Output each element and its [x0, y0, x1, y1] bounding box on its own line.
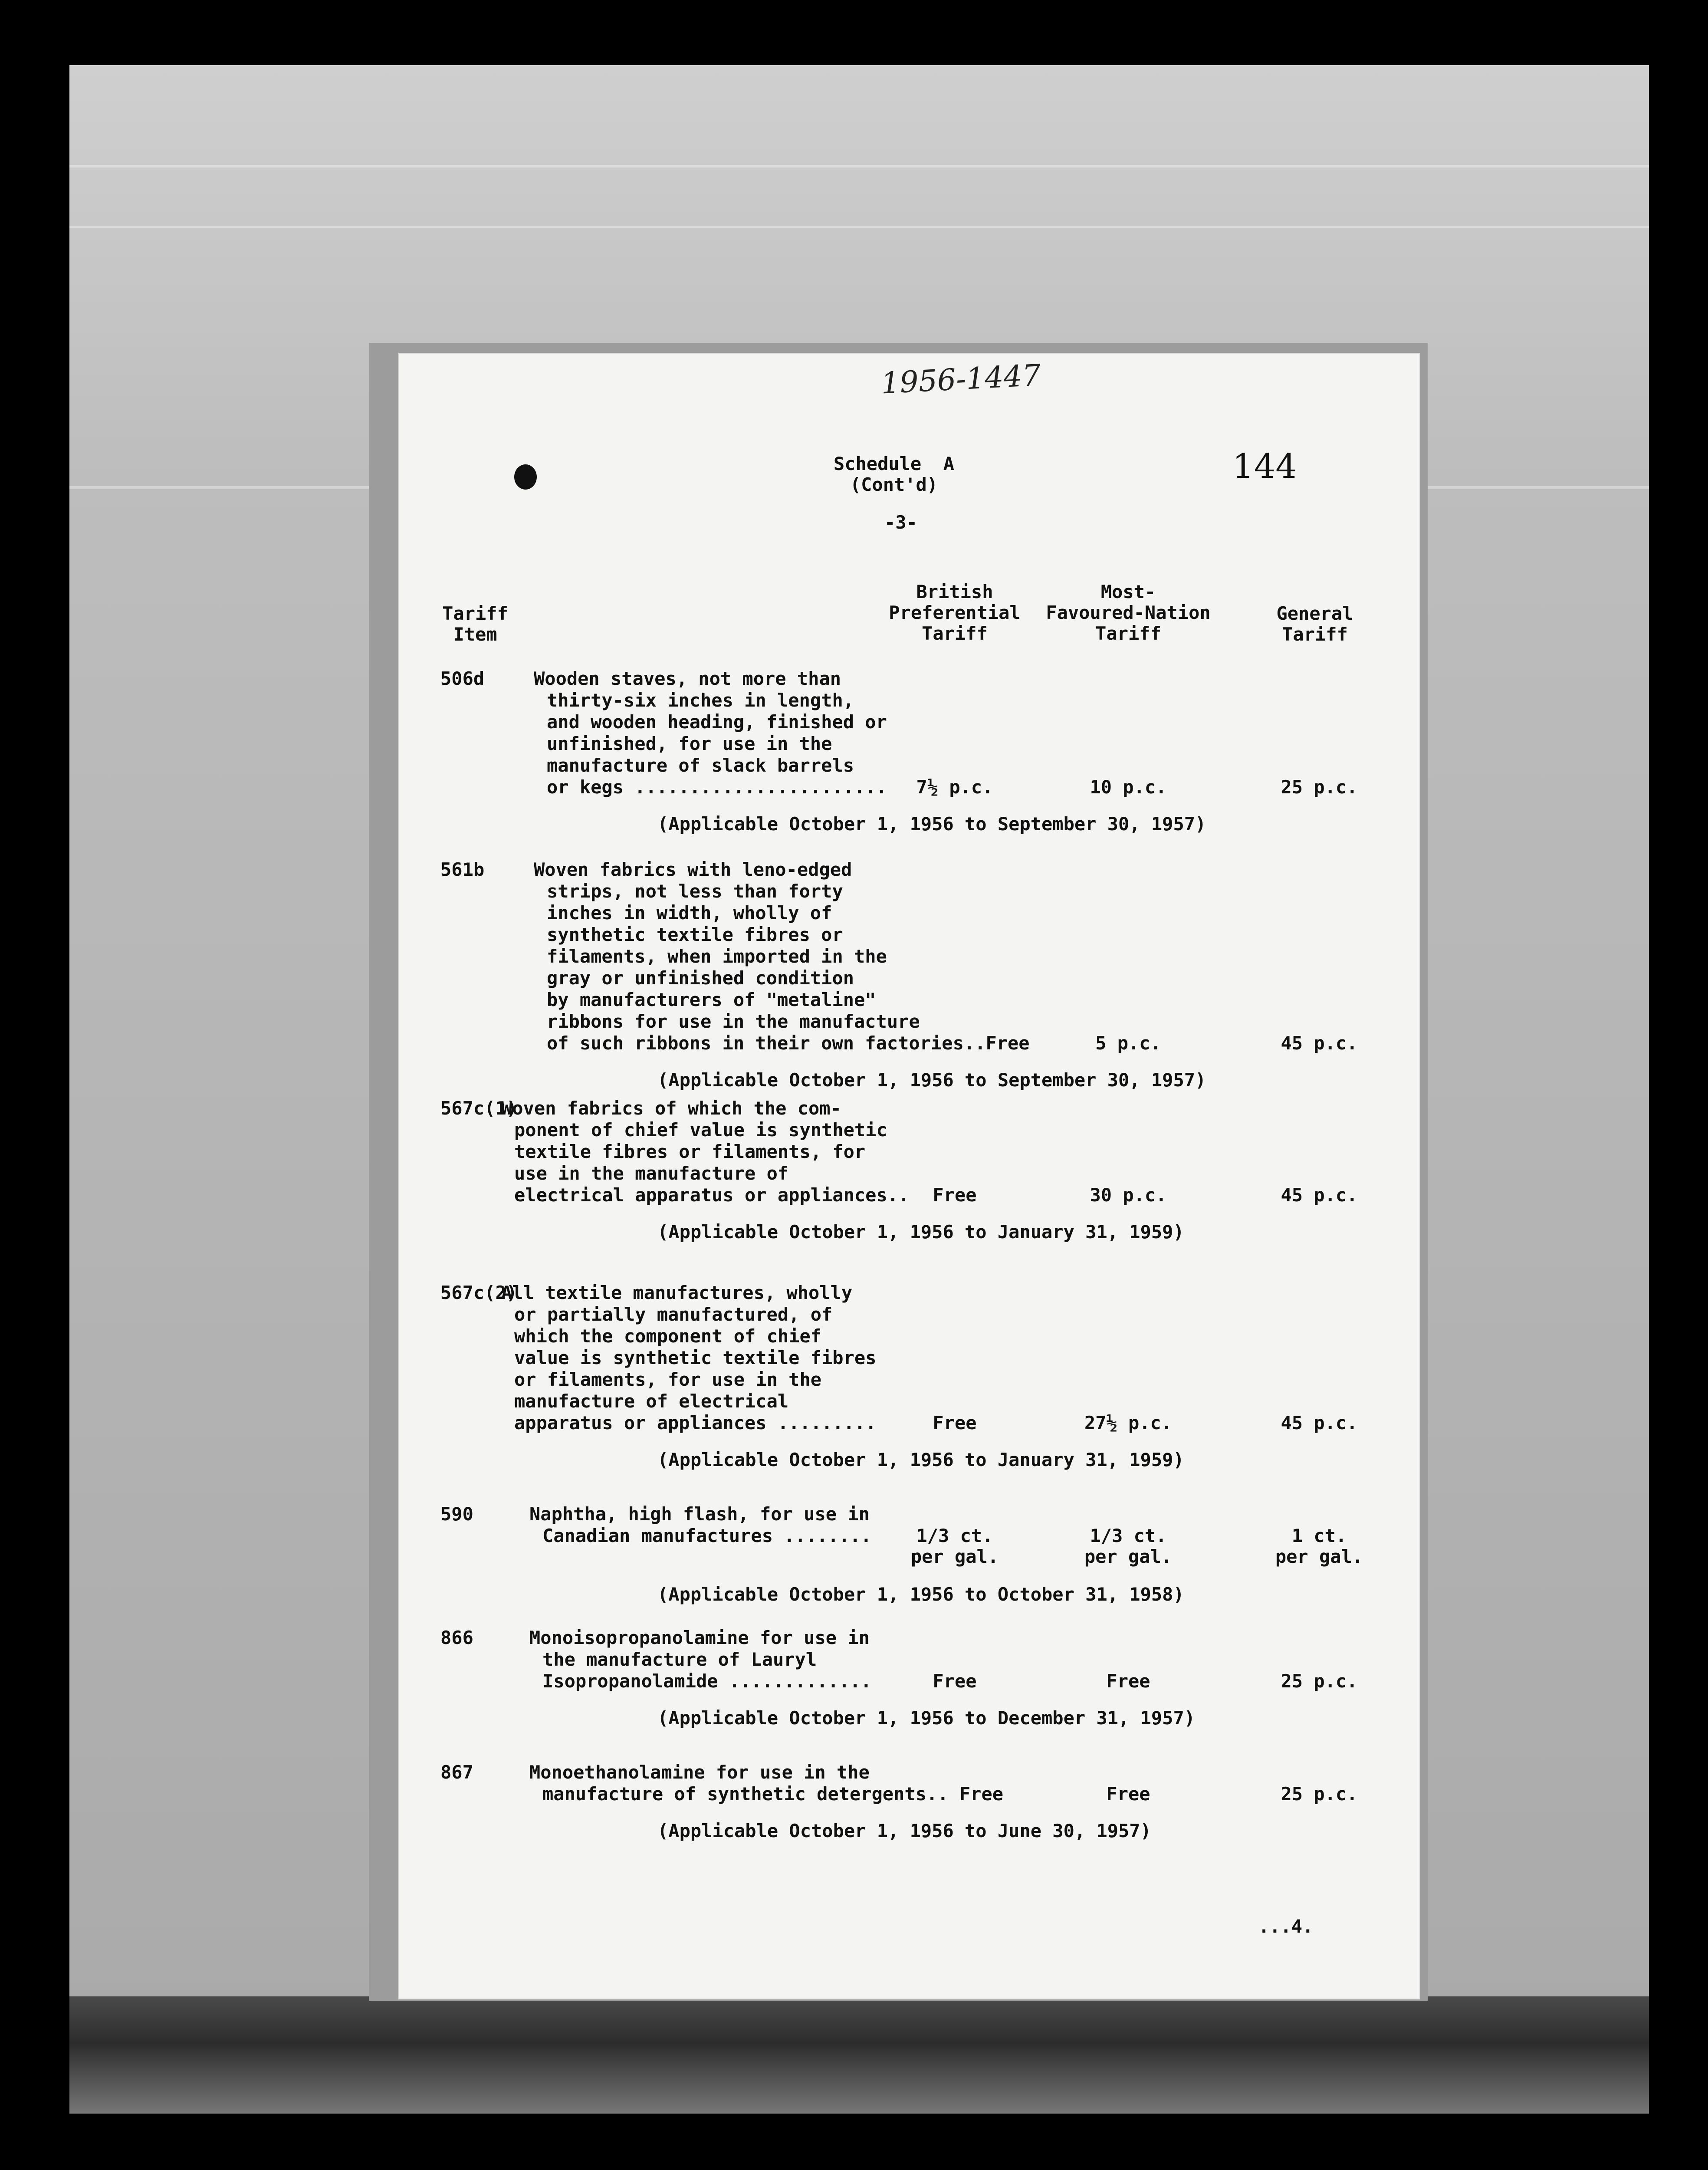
tariff-item-description-line: or filaments, for use in the	[514, 1369, 822, 1390]
applicable-period: (Applicable October 1, 1956 to January 31, 1959)	[657, 1449, 1184, 1470]
mfn-rate: 1/3 ct. per gal.	[1084, 1525, 1173, 1567]
general-rate: 45 p.c.	[1281, 1412, 1358, 1434]
tariff-item-description-line: thirty-six inches in length,	[547, 690, 854, 711]
tariff-item-code: 506d	[440, 668, 485, 689]
tariff-item-description-line: Canadian manufactures ........	[542, 1525, 872, 1546]
tariff-item-code: 867	[440, 1762, 473, 1783]
header-mfn	[1033, 582, 1224, 644]
general-rate: 1 ct. per gal.	[1275, 1525, 1363, 1567]
tariff-item-description-line: manufacture of electrical	[514, 1391, 789, 1412]
british-rate: 7½ p.c.	[916, 776, 993, 798]
tariff-item-description-line: which the component of chief	[514, 1325, 822, 1347]
header-line: Preferential	[889, 602, 1021, 623]
tariff-item-description-line: inches in width, wholly of	[547, 902, 832, 924]
general-rate: 25 p.c.	[1281, 776, 1358, 798]
page-marker: -3-	[884, 512, 917, 533]
tariff-item-code: 590	[440, 1503, 473, 1525]
tariff-item-code: 561b	[440, 859, 485, 880]
header-line: British	[916, 581, 993, 602]
tariff-item-description-line: ponent of chief value is synthetic	[514, 1119, 887, 1141]
tariff-item-description-line: synthetic textile fibres or	[547, 924, 843, 945]
tariff-item-description-line: All textile manufactures, wholly	[501, 1282, 853, 1303]
tariff-item-description-line: textile fibres or filaments, for	[514, 1141, 866, 1162]
tariff-item-description-line: use in the manufacture of	[514, 1163, 789, 1184]
tariff-item-description-line: filaments, when imported in the	[547, 946, 887, 967]
header-line: General	[1276, 603, 1353, 624]
continuation-marker: ...4.	[1258, 1916, 1314, 1937]
punch-hole	[514, 464, 537, 490]
scan-bottom-band	[69, 1996, 1649, 2114]
british-rate: Free	[933, 1670, 977, 1692]
tariff-item-description-line: Woven fabrics of which the com-	[501, 1098, 841, 1119]
applicable-period: (Applicable October 1, 1956 to October 31, 1958)	[657, 1584, 1184, 1605]
header-tariff-item	[438, 603, 512, 645]
schedule-subtitle: (Cont'd)	[850, 474, 938, 495]
british-rate: Free	[933, 1412, 977, 1434]
tariff-item-description-line: ribbons for use in the manufacture	[547, 1011, 920, 1032]
mfn-rate: 10 p.c.	[1090, 776, 1167, 798]
tariff-item-description-line: Monoethanolamine for use in the	[529, 1762, 870, 1783]
tariff-item-description-line: or kegs .......................	[547, 776, 887, 798]
page-number: 144	[1232, 447, 1297, 486]
tariff-item-description-line: gray or unfinished condition	[547, 967, 854, 989]
document-page	[399, 354, 1419, 1999]
tariff-item-description-line: apparatus or appliances .........	[514, 1412, 877, 1434]
tariff-item-description-line: Isopropanolamide .............	[542, 1670, 872, 1692]
tariff-item-description-line: Naphtha, high flash, for use in	[529, 1503, 870, 1525]
tariff-item-description-line: electrical apparatus or appliances..	[514, 1184, 910, 1206]
tariff-item-description-line: by manufacturers of "metaline"	[547, 989, 876, 1010]
schedule-title: Schedule A	[833, 453, 955, 474]
tariff-item-description-line: of such ribbons in their own factories..Free	[547, 1032, 1030, 1054]
header-line: Favoured-Nation	[1046, 602, 1211, 623]
british-rate: 1/3 ct. per gal.	[910, 1525, 999, 1567]
scan-streak	[69, 165, 1649, 168]
tariff-item-description-line: Woven fabrics with leno-edged	[534, 859, 852, 880]
scan-streak	[69, 226, 1649, 228]
general-rate: 45 p.c.	[1281, 1184, 1358, 1206]
general-rate: 25 p.c.	[1281, 1670, 1358, 1692]
handwritten-reference: 1956-1447	[880, 358, 1042, 401]
tariff-item-code: 866	[440, 1627, 473, 1648]
tariff-item-description-line: value is synthetic textile fibres	[514, 1347, 877, 1368]
mfn-rate: 27½ p.c.	[1084, 1412, 1173, 1434]
header-line: Tariff	[442, 603, 508, 624]
mfn-rate: Free	[1106, 1783, 1150, 1805]
header-british	[872, 582, 1037, 644]
mfn-rate: Free	[1106, 1670, 1150, 1692]
tariff-item-description-line: Monoisopropanolamine for use in	[529, 1627, 870, 1648]
applicable-period: (Applicable October 1, 1956 to December 31, 1957)	[657, 1707, 1196, 1729]
header-line: Tariff	[1282, 624, 1348, 645]
general-rate: 25 p.c.	[1281, 1783, 1358, 1805]
tariff-item-code: 567c(1)	[440, 1098, 518, 1119]
header-line: Most-	[1100, 581, 1156, 602]
mfn-rate: 30 p.c.	[1090, 1184, 1167, 1206]
mfn-rate: 5 p.c.	[1095, 1032, 1161, 1054]
tariff-item-description-line: the manufacture of Lauryl	[542, 1649, 817, 1670]
applicable-period: (Applicable October 1, 1956 to September 30, 1957)	[657, 813, 1206, 835]
tariff-item-description-line: or partially manufactured, of	[514, 1304, 833, 1325]
tariff-item-code: 567c(2)	[440, 1282, 518, 1303]
header-general	[1263, 603, 1367, 645]
applicable-period: (Applicable October 1, 1956 to January 31, 1959)	[657, 1221, 1184, 1243]
tariff-item-description-line: strips, not less than forty	[547, 881, 843, 902]
header-line: Item	[453, 624, 497, 645]
schedule-heading	[790, 454, 998, 495]
tariff-item-description-line: Wooden staves, not more than	[534, 668, 841, 689]
applicable-period: (Applicable October 1, 1956 to June 30, 1957)	[657, 1820, 1151, 1841]
tariff-item-description-line: unfinished, for use in the	[547, 733, 832, 754]
tariff-item-description-line: manufacture of synthetic detergents.. Free	[542, 1783, 1004, 1805]
applicable-period: (Applicable October 1, 1956 to September 30, 1957)	[657, 1069, 1206, 1091]
header-line: Tariff	[1095, 623, 1161, 644]
british-rate: Free	[933, 1184, 977, 1206]
header-line: Tariff	[922, 623, 988, 644]
tariff-item-description-line: manufacture of slack barrels	[547, 755, 854, 776]
tariff-item-description-line: and wooden heading, finished or	[547, 711, 887, 733]
general-rate: 45 p.c.	[1281, 1032, 1358, 1054]
